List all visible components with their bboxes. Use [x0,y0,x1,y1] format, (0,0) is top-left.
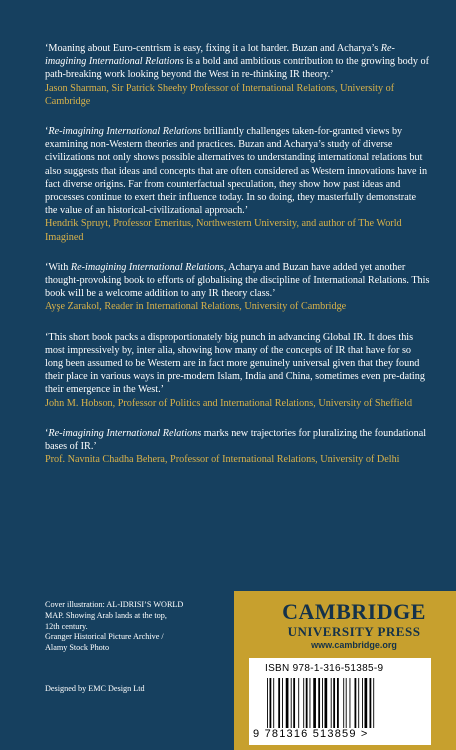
book-title-italic: Re-imagining International Relations [48,427,202,439]
review-attribution: Ayşe Zarakol, Reader in International Relations, University of Cambridge [45,301,347,313]
barcode-bar [346,678,347,728]
barcode-image [265,678,415,730]
publisher-press: UNIVERSITY PRESS [287,624,421,639]
credit-line: 12th century. [45,621,88,631]
quote-text: ‘This short book packs a disproportionately big punch in advancing Global IR. It does this most impressively by, inter alia, showing how many of the concepts of IR that have for so long been assumed to be Western are in fact more genuinely universal given that they found their place in various ways in pre-modern Islam, India and China, sometimes even pre-dating their emergence in the West.’ [45,331,425,396]
barcode-bar [350,678,351,728]
barcode-bar [273,678,274,728]
quote-text: marks new trajectories for pluralizing the foundational bases of IR.’ [45,427,427,453]
barcode-bar [270,678,272,728]
barcode-bar [362,678,363,728]
barcode-bar [355,678,357,728]
review-quote [45,427,430,453]
review-quote [45,331,430,397]
barcode-bar [325,678,328,728]
barcode-bar [291,678,292,728]
book-title-italic: Re-imagining International Relations [45,43,395,68]
quote-text: , Acharya and Buzan have added yet another thought-provoking book to efforts of globalising the discipline of International Relations. This book will be a welcome addition to any IR theory class.’ [45,261,430,300]
review-attribution: Jason Sharman, Sir Patrick Sheehy Professor of International Relations, University of Cambridge [45,82,395,107]
review-quote [45,261,430,301]
review-quote [45,125,430,217]
review-attribution: Hendrik Spruyt, Professor Emeritus, Northwestern University, and author of The World Imagined [45,218,402,243]
review [45,42,430,108]
credit-line: Granger Historical Picture Archive / [45,632,164,642]
barcode-bar [313,678,316,728]
barcode-bar [318,678,320,728]
barcode-bar [286,678,289,728]
barcode-bar [370,678,372,728]
quote-text: ‘Moaning about Euro-centrism is easy, fixing it a lot harder. Buzan and Acharya’s [45,43,381,54]
barcode-bar [282,678,283,728]
book-title-italic: Re-imagining International Relations [70,261,224,273]
credit-line: Cover illustration: AL-IDRISI’S WORLD [45,600,184,609]
barcode-bar [322,678,323,728]
barcode-bar [267,678,268,728]
quote-text: brilliantly challenges taken-for-granted views by examining non-Western theories and practices. Buzan and Acharya’s study of diverse civilizations not only shows possible alternatives to understanding international relations but also suggests that ideas and concepts that are often considered as Western innovations have in fact diverse origins. Far from counterfactual speculation, they show how past ideas and processes continue to exert their influence today. In so doing, they masterfully demonstrate the value of an historical-civilizational approach.’ [45,126,428,217]
barcode-bar [298,678,299,728]
barcode-bar [306,678,308,728]
barcode-bar [365,678,368,728]
credit-line: Alamy Stock Photo [45,643,110,653]
barcode-bar [310,678,311,728]
review-attribution: Prof. Navnita Chadha Behera, Professor of International Relations, University of Delhi [45,454,400,466]
isbn-label: ISBN 978-1-316-51385-9 [265,663,384,674]
review-quote [45,42,430,82]
barcode-panel [249,658,431,745]
review [45,125,430,244]
barcode-bar [343,678,344,728]
barcode-bar [373,678,374,728]
publisher-url: www.cambridge.org [311,640,397,650]
quote-text: ‘ [45,126,49,138]
cover-credits [45,600,210,654]
review [45,331,430,410]
barcode-bar [278,678,280,728]
publisher-name: CAMBRIDGE [282,599,426,624]
barcode-bar [337,678,339,728]
barcode-bar [358,678,359,728]
barcode-bar [331,678,332,728]
quote-text: is a bold and ambitious contribution to the growing body of path-breaking work looking beyond the West in re-thinking IR theory.’ [45,56,429,81]
review [45,261,430,314]
barcode-bar [303,678,304,728]
book-title-italic: Re-imagining International Relations [48,126,202,138]
designer-credit: Designed by EMC Design Ltd [45,684,145,693]
review-attribution: John M. Hobson, Professor of Politics and International Relations, University of Sheffield [45,397,413,409]
quote-text: ‘With [45,261,71,273]
barcode-bar [293,678,295,728]
credit-line: MAP. Showing Arab lands at the top, [45,610,167,620]
reviews-section [45,42,430,483]
barcode-bar [333,678,335,728]
quote-text: ‘ [45,427,49,439]
review [45,427,430,467]
barcode-digits: 9 781316 513859 > [253,728,369,740]
